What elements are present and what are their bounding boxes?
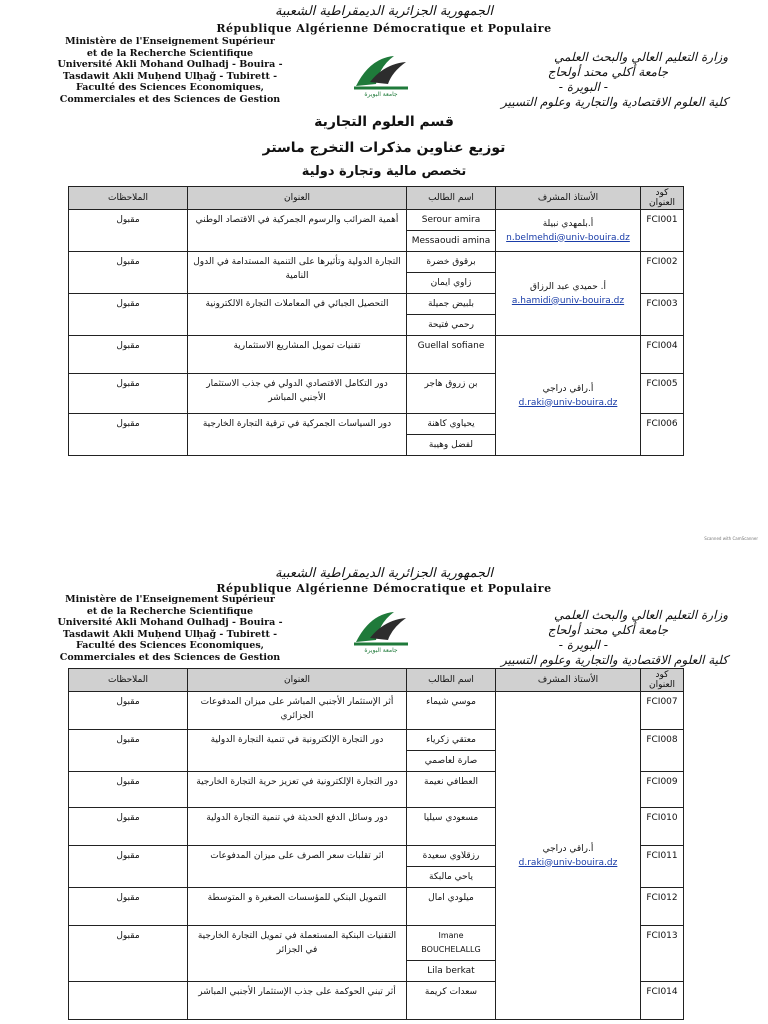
table-row: FCI003 بلبيض جميلة رحمي فتيحة التحصيل الجبائي في المعاملات التجارة الالكترونية مقبول [69, 294, 684, 336]
table-row: FCI013 Imane BOUCHELALLG Lila berkat التقنيات البنكية المستعملة في تمويل التجارة الخارجية في الجزائر مقبول [69, 926, 684, 982]
ministry-french: Ministère de l'Enseignement Supérieur et de la Recherche Scientifique Université Akli Mohand Oulhadj - Bouira - Tasdawit Akli Muḥend Ulḥaǧ - Tubirett - Faculté des Sciences Economiques, Commerciales et des Sciences de Gestion [57, 594, 283, 663]
ministry-french: Ministère de l'Enseignement Supérieur et de la Recherche Scientifique Université Akli Mohand Oulhadj - Bouira - Tasdawit Akli Muḥend Ulḥaǧ - Tubirett - Faculté des Sciences Economiques, Commerciales et des Sciences de Gestion [57, 36, 283, 105]
col-notes: الملاحظات [69, 669, 188, 692]
supervisor-email-link[interactable]: d.raki@univ-bouira.dz [518, 397, 618, 408]
table-row: FCI001 أ.بلمهدي نبيلة n.belmehdi@univ-bouira.dz Serour amira Messaoudi amina أهمية الضرائب والرسوم الجمركية في الاقتصاد الوطني مقبول [69, 210, 684, 252]
university-logo-icon [350, 604, 412, 654]
supervisor-email-link[interactable]: a.hamidi@univ-bouira.dz [511, 295, 625, 306]
specialty-title: تخصص مالية وتجارة دولية [301, 164, 467, 179]
col-code: كود العنوان [641, 669, 684, 692]
republic-arabic: الجمهورية الجزائرية الديمقراطية الشعبية [275, 4, 493, 19]
col-supervisor: الأستاذ المشرف [496, 669, 641, 692]
table-row: FCI004 أ.راقي دراجي d.raki@univ-bouira.dz Guellal sofiane تقنيات تمويل المشاريع الاستثمارية مقبول [69, 336, 684, 374]
supervisor-cell: أ.بلمهدي نبيلة n.belmehdi@univ-bouira.dz [496, 210, 641, 252]
ministry-arabic: وزارة التعليم العالي والبحث العلمي جامعة أكلي محند أولحاج - البويرة - كلية العلوم الاقتصادية والتجارية وعلوم التسيير [500, 608, 728, 667]
table-row: FCI010 مسعودي سيليا دور وسائل الدفع الحديثة في تنمية التجارة الدولية مقبول [69, 808, 684, 846]
col-student: اسم الطالب [407, 669, 496, 692]
supervisor-email-link[interactable]: n.belmehdi@univ-bouira.dz [506, 232, 630, 243]
supervisor-cell: أ.راقي دراجي d.raki@univ-bouira.dz [496, 336, 641, 456]
supervisor-cell: أ. حميدي عبد الرزاق a.hamidi@univ-bouira.dz [496, 252, 641, 336]
department-title: قسم العلوم التجارية [314, 114, 454, 130]
col-title: العنوان [188, 669, 407, 692]
republic-french: République Algérienne Démocratique et Populaire [216, 22, 552, 35]
document-page-1 [0, 0, 768, 500]
col-notes: الملاحظات [69, 187, 188, 210]
table-row: FCI011 رزقلاوي سعيدة ياحي مالبكة اثر تقلبات سعر الصرف على ميزان المدفوعات مقبول [69, 846, 684, 888]
table-row: FCI002 أ. حميدي عبد الرزاق a.hamidi@univ-bouira.dz برقوق خضرة زاوي ايمان التجارة الدولية وتأثيرها على التنمية المستدامة في الدول النامية مقبول [69, 252, 684, 294]
university-logo-icon [350, 48, 412, 98]
col-student: اسم الطالب [407, 187, 496, 210]
document-page-2 [0, 516, 768, 1024]
subject-title: توزيع عناوين مذكرات التخرج ماستر [262, 140, 506, 156]
col-title: العنوان [188, 187, 407, 210]
table-row: FCI009 العطافي نعيمة دور التجارة الإلكترونية في تعزيز حرية التجارة الخارجية مقبول [69, 772, 684, 808]
ministry-arabic: وزارة التعليم العالي والبحث العلمي جامعة أكلي محند أولحاج - البويرة - كلية العلوم الاقتصادية والتجارية وعلوم التسيير [500, 50, 728, 109]
supervisor-cell: أ.راقي دراجي d.raki@univ-bouira.dz [496, 692, 641, 1020]
table-row: FCI006 يحياوي كاهنة لفضل وهيبة دور السياسات الجمركية في ترقية التجارة الخارجية مقبول [69, 414, 684, 456]
supervisor-email-link[interactable]: d.raki@univ-bouira.dz [518, 857, 618, 868]
table-row: FCI012 ميلودي امال التمويل البنكي للمؤسسات الصغيرة و المتوسطة مقبول [69, 888, 684, 926]
table-row: FCI014 سعدات كريمة أثر تبني الحوكمة على جذب الإستثمار الأجنبي المباشر [69, 982, 684, 1020]
table-row: FCI005 بن زروق هاجر دور التكامل الاقتصادي الدولي في جذب الاستثمار الأجنبي المباشر مقبول [69, 374, 684, 414]
republic-french: République Algérienne Démocratique et Populaire [216, 582, 552, 595]
assignments-table-1 [68, 186, 684, 456]
table-row: FCI007 أ.راقي دراجي d.raki@univ-bouira.dz موسي شيماء أثر الإستثمار الأجنبي المباشر على ميزان المدفوعات الجزائري مقبول [69, 692, 684, 730]
republic-arabic: الجمهورية الجزائرية الديمقراطية الشعبية [275, 566, 493, 581]
table-row: FCI008 معتقي زكرياء صارة لعاصمي دور التجارة الإلكترونية في تنمية التجارة الدولية مقبول [69, 730, 684, 772]
svg-text:جامعة البويرة: جامعة البويرة [364, 647, 398, 654]
col-supervisor: الأستاذ المشرف [496, 187, 641, 210]
scanner-stamp: Scanned with CamScanner [704, 536, 758, 541]
assignments-table-2 [68, 668, 684, 1020]
col-code: كود العنوان [641, 187, 684, 210]
svg-text:جامعة البويرة: جامعة البويرة [364, 91, 398, 98]
